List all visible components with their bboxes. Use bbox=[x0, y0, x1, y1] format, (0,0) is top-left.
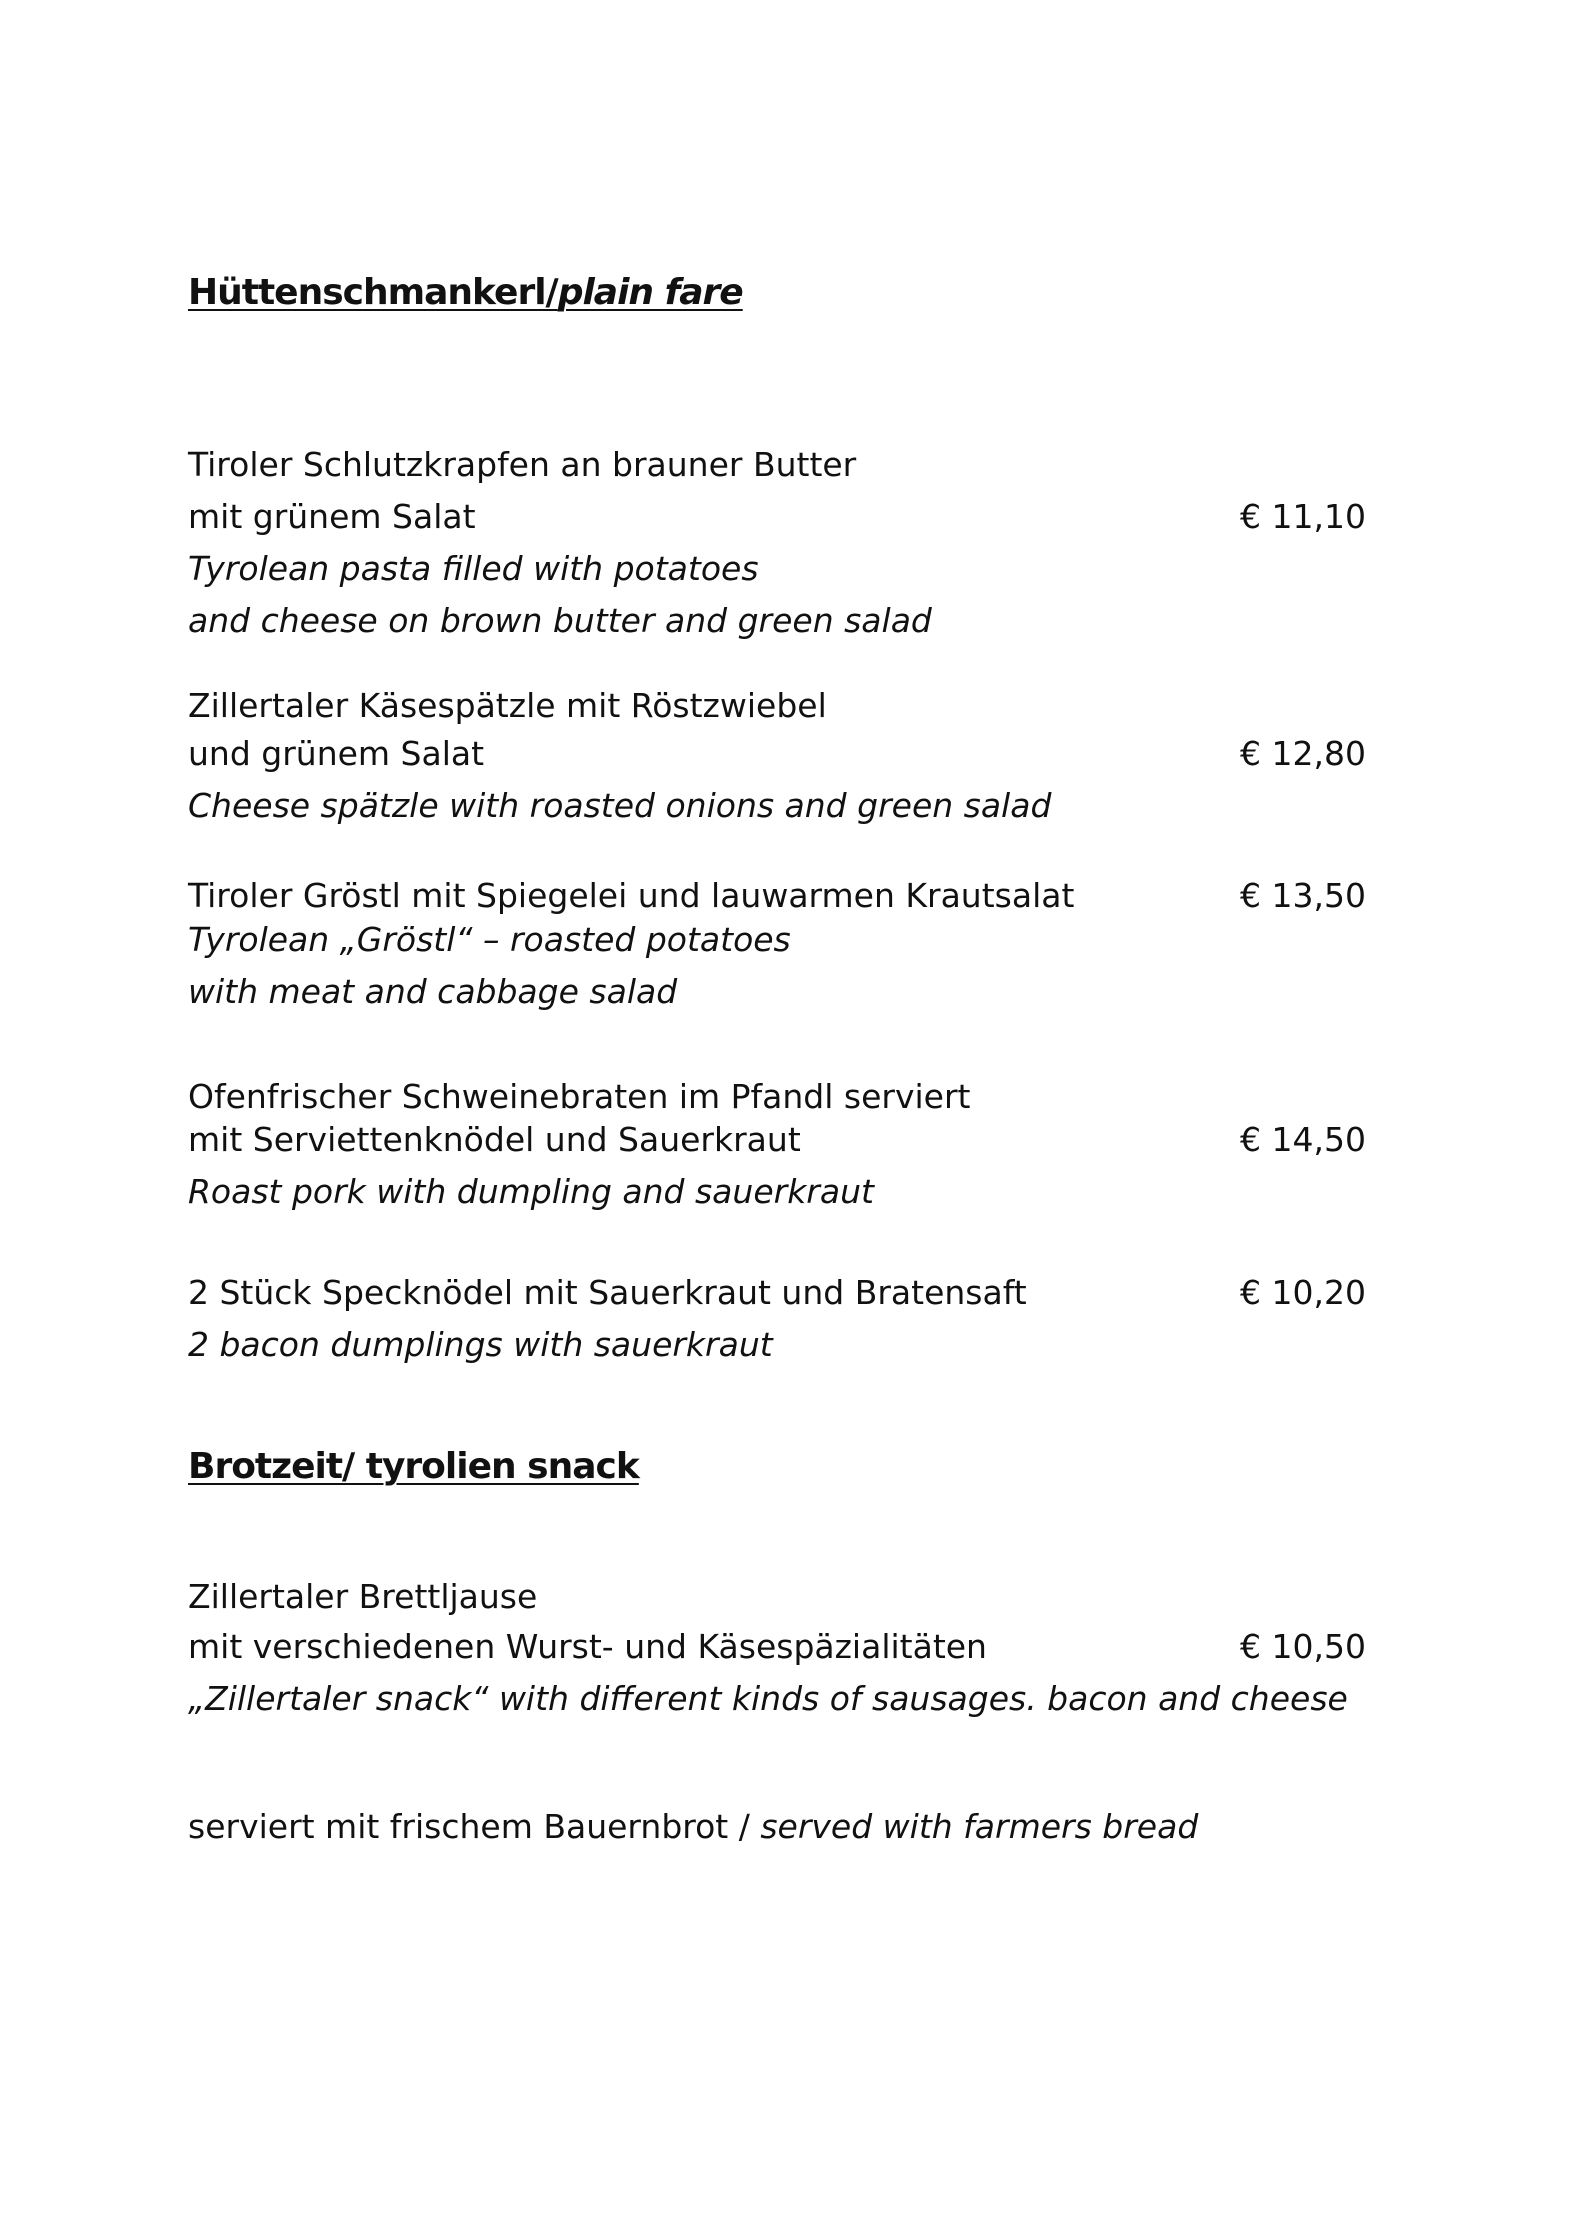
item-price: € 11,10 bbox=[1240, 497, 1366, 536]
item-name-de-line: Zillertaler Käsespätzle mit Röstzwiebel bbox=[188, 686, 827, 725]
item-name-en-line: and cheese on brown butter and green salad bbox=[188, 601, 932, 640]
item-name-de-line: Zillertaler Brettljause bbox=[188, 1577, 538, 1616]
item-name-de-line: mit grünem Salat bbox=[188, 497, 476, 536]
section-title-de: Hüttenschmankerl/ bbox=[188, 272, 558, 313]
item-name-en-line: „Zillertaler snack“ with different kinds of sausages. bacon and cheese bbox=[188, 1679, 1348, 1718]
item-name-en-line: Tyrolean pasta filled with potatoes bbox=[188, 549, 759, 588]
item-name-de-line: 2 Stück Specknödel mit Sauerkraut und Bratensaft bbox=[188, 1273, 1027, 1312]
item-price: € 14,50 bbox=[1240, 1120, 1366, 1159]
served-with-de: serviert mit frischem Bauernbrot / bbox=[188, 1807, 761, 1846]
item-name-de-line: mit Serviettenknödel und Sauerkraut bbox=[188, 1120, 801, 1159]
section-title-en: plain fare bbox=[557, 272, 743, 313]
item-name-de-line: Tiroler Gröstl mit Spiegelei und lauwarmen Krautsalat bbox=[188, 876, 1075, 915]
item-name-de-line: mit verschiedenen Wurst- und Käsespäzialitäten bbox=[188, 1627, 987, 1666]
section-heading-plain-fare bbox=[188, 272, 743, 313]
served-with-en: served with farmers bread bbox=[760, 1807, 1199, 1846]
item-name-en-line: Tyrolean „Gröstl“ – roasted potatoes bbox=[188, 920, 791, 959]
item-price: € 12,80 bbox=[1240, 734, 1366, 773]
item-price: € 10,50 bbox=[1240, 1627, 1366, 1666]
item-price: € 13,50 bbox=[1240, 876, 1366, 915]
item-name-en-line: 2 bacon dumplings with sauerkraut bbox=[188, 1325, 773, 1364]
served-with-note bbox=[188, 1807, 1198, 1847]
item-name-en-line: Roast pork with dumpling and sauerkraut bbox=[188, 1172, 874, 1211]
item-name-de-line: Ofenfrischer Schweinebraten im Pfandl serviert bbox=[188, 1077, 971, 1116]
item-name-en-line: with meat and cabbage salad bbox=[188, 972, 678, 1011]
item-name-en-line: Cheese spätzle with roasted onions and green salad bbox=[188, 786, 1052, 825]
section-title-de: Brotzeit/ tyrolien snack bbox=[188, 1446, 639, 1487]
item-name-de-line: Tiroler Schlutzkrapfen an brauner Butter bbox=[188, 445, 857, 484]
item-price: € 10,20 bbox=[1240, 1273, 1366, 1312]
section-heading-tyrolien-snack bbox=[188, 1446, 639, 1487]
item-name-de-line: und grünem Salat bbox=[188, 734, 485, 773]
